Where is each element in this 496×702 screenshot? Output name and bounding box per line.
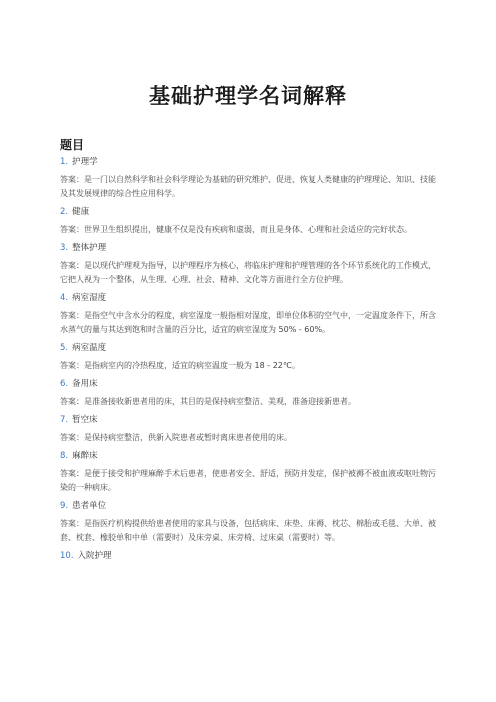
question-number: 7. [60, 415, 69, 425]
question-number: 10. [60, 551, 74, 561]
term-label: 病室温度 [72, 343, 107, 353]
list-item [60, 500, 442, 545]
term-label: 病室湿度 [72, 293, 107, 303]
section-heading: 题目 [60, 138, 85, 152]
question-number: 6. [60, 379, 69, 389]
list-item [60, 550, 442, 563]
answer-text: 答案：是便于接受和护理麻醉手术后患者，使患者安全、舒适，预防并发症，保护被褥不被血液或呕吐物污染的一种病床。 [60, 469, 436, 492]
question-number: 9. [60, 501, 69, 511]
answer-text: 答案：是一门以自然科学和社会科学理论为基础的研究维护、促进、恢复人类健康的护理理论、知识、技能及其发展规律的综合性应用科学。 [60, 175, 436, 198]
question-term [60, 242, 442, 255]
term-label: 备用床 [72, 379, 98, 389]
question-term [60, 342, 442, 355]
answer-text: 答案：是以现代护理观为指导，以护理程序为核心，将临床护理和护理管理的各个环节系统化的工作模式，它把人视为一个整体，从生理、心理、社会、精神、文化等方面进行全方位护理。 [60, 261, 436, 284]
question-term [60, 206, 442, 219]
question-number: 2. [60, 207, 69, 217]
question-term [60, 292, 442, 305]
list-item [60, 378, 442, 409]
question-term [60, 156, 442, 169]
answer-text: 答案：是指空气中含水分的程度，病室湿度一般指相对湿度，即单位体积的空气中，一定温度条件下，所含水蒸气的量与其达到饱和时含量的百分比，适宜的病室湿度为 50% - 60%。 [60, 311, 436, 334]
term-label: 护理学 [72, 157, 98, 167]
term-label: 麻醉床 [72, 451, 98, 461]
term-label: 患者单位 [72, 501, 107, 511]
list-item [60, 342, 442, 373]
list-item [60, 450, 442, 495]
page-title: 基础护理学名词解释 [149, 84, 347, 108]
answer-text: 答案：世界卫生组织提出，健康不仅是没有疾病和虚弱，而且是身体、心理和社会适应的完好状态。 [60, 225, 412, 234]
list-item [60, 206, 442, 237]
list-item [60, 292, 442, 337]
question-number: 4. [60, 293, 69, 303]
answer-text: 答案：是指病室内的冷热程度，适宜的病室温度一般为 18 - 22℃。 [60, 361, 300, 370]
question-term [60, 414, 442, 427]
question-number: 1. [60, 157, 69, 167]
term-label: 整体护理 [72, 243, 107, 253]
term-label: 暂空床 [72, 415, 98, 425]
answer-text: 答案：是准备接收新患者用的床，其目的是保持病室整洁、美观，准备迎接新患者。 [60, 397, 356, 406]
term-label: 入院护理 [77, 551, 112, 561]
list-item [60, 242, 442, 287]
question-term [60, 450, 442, 463]
question-term [60, 550, 442, 563]
question-term [60, 378, 442, 391]
answer-text: 答案：是保持病室整洁，供新入院患者或暂时离床患者使用的床。 [60, 433, 292, 442]
question-number: 3. [60, 243, 69, 253]
question-number: 5. [60, 343, 69, 353]
question-term [60, 500, 442, 513]
question-list [60, 156, 442, 567]
list-item [60, 414, 442, 445]
answer-text: 答案：是指医疗机构提供给患者使用的家具与设备，包括病床、床垫、床褥、枕芯、棉胎或毛毯、大单、被套、枕套、橡胶单和中单（需要时）及床旁桌、床旁椅、过床桌（需要时）等。 [60, 519, 436, 542]
term-label: 健康 [72, 207, 90, 217]
list-item [60, 156, 442, 201]
question-number: 8. [60, 451, 69, 461]
